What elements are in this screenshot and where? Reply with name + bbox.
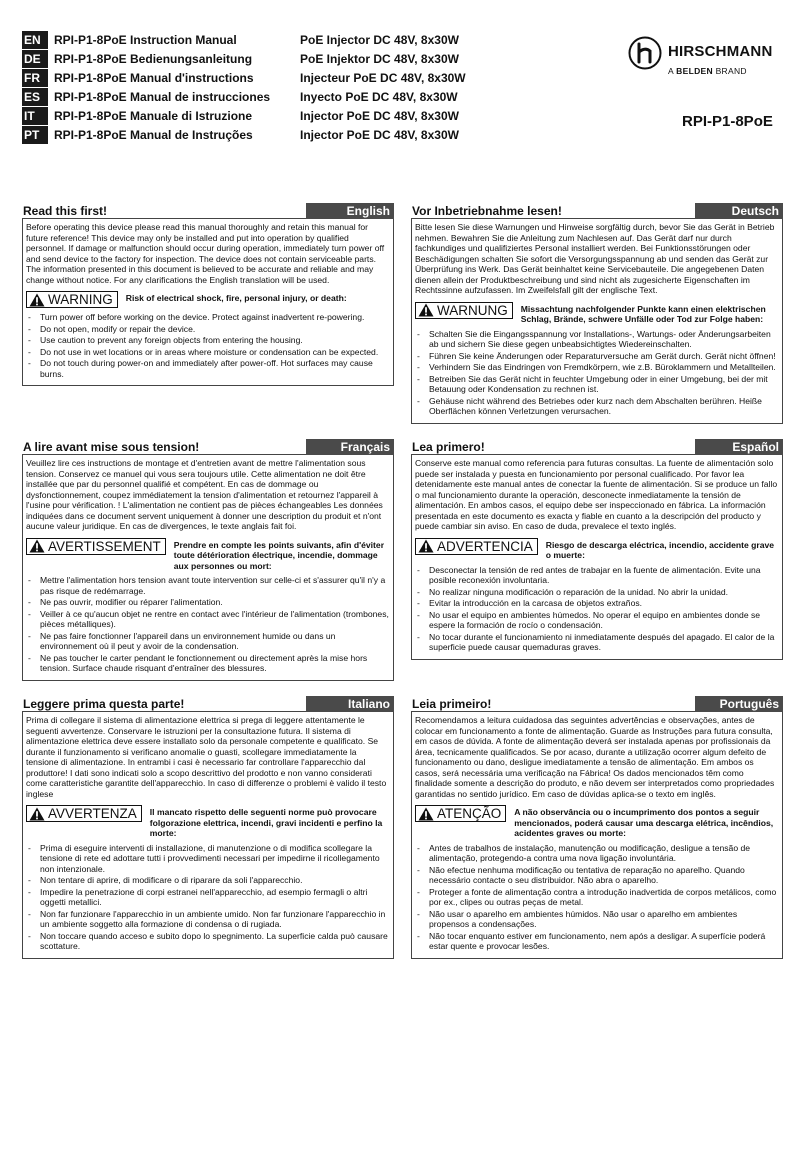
list-item: - Proteger a fonte de alimentação contra a introdução inadvertida de corpos metálicos, como por ex., clipes ou outras peças de metal.: [415, 887, 778, 908]
list-item: - Antes de trabalhos de instalação, manutenção ou modificação, desligue a tensão de alimentação, protegendo-a contra uma nova ligação involuntária.: [415, 843, 778, 864]
intro-paragraph: Before operating this device please read this manual thoroughly and retain this manual for future reference! This device may only be installed and put into operation by qualified personnel. If damage or malfunction should occur during operation, immediately turn power off and send device to the factory for inspection. The device does not contain serviceable parts. The information presented in this document is believed to be accurate and reliable and may change without notice. For any clarifications the English translation will be used.: [26, 222, 385, 285]
section-header: [22, 696, 394, 712]
manual-title: RPI-P1-8PoE Manuale di Istruzione: [54, 109, 253, 123]
section-title: Leia primeiro!: [412, 697, 492, 711]
section-language-tab: Español: [695, 439, 783, 455]
warning-word: WARNING: [48, 292, 113, 307]
product-name: Injecteur PoE DC 48V, 8x30W: [300, 71, 466, 85]
warning-text: Prendre en compte les points suivants, afin d'éviter toute détérioration électrique, incendie, dommage aux personnes ou mort:: [173, 539, 385, 571]
section-body: [22, 712, 394, 959]
section-language-tab: Français: [306, 439, 394, 455]
section-title: Lea primero!: [412, 440, 485, 454]
language-row-it: [22, 107, 466, 125]
intro-paragraph: Prima di collegare il sistema di alimentazione elettrica si prega di leggere attentamente le seguenti avvertenze. Conservare le istruzioni per la consultazione futura. Il sistema di alimentazione elettrica deve essere installato solo da personale competente e qualificato. Se durante il funzionamento si verificano anomalie o guasti, scollegare immediatamente la tensione di alimentazione. In entrambi i casi è necessario far controllare l'apparecchio dal produttore! I dati sono indicati solo a scopo descrittivo del prodotto e non vanno considerati come caratteristiche garantite dell'apparecchio. In caso di differenze o problemi è valido il testo inglese: [26, 715, 387, 799]
language-index: [22, 31, 466, 145]
language-code: IT: [22, 107, 48, 125]
hirschmann-logo-icon: [628, 36, 662, 70]
brand-tagline: A BELDEN BRAND: [668, 66, 747, 76]
product-name: PoE Injector DC 48V, 8x30W: [300, 33, 459, 47]
safety-list: [415, 329, 778, 417]
warning-text: Il mancato rispetto delle seguenti norme può provocare folgorazione elettrica, incendi, gravi incidenti e perfino la morte:: [149, 807, 383, 838]
section-header: [411, 439, 783, 455]
list-item: - Betreiben Sie das Gerät nicht in feuchter Umgebung oder in einer Umgebung, bei der mit Betauung oder Kondensation zu rechnen ist.: [415, 374, 778, 395]
safety-list: [415, 843, 778, 952]
warning-word: ADVERTENCIA: [437, 538, 533, 554]
list-item: - Evitar la introducción en la carcasa de objetos extraños.: [415, 598, 778, 609]
warning-badge: [415, 538, 538, 555]
section-header: [22, 439, 394, 455]
warning-triangle-icon: [418, 303, 434, 317]
warning-badge: [415, 805, 506, 822]
list-item: - Gehäuse nicht während des Betriebes oder kurz nach dem Abschalten berühren. Heiße Oberflächen können Verletzungen verursachen.: [415, 396, 778, 417]
language-code: FR: [22, 69, 48, 87]
warning-text: A não observância ou o incumprimento dos pontos a seguir mencionados, poderá causar uma descarga elétrica, incêndios, acidentes graves ou morte:: [514, 807, 774, 838]
language-row-pt: [22, 126, 466, 144]
list-item: - Use caution to prevent any foreign objects from entering the housing.: [26, 335, 389, 346]
list-item: - Non tentare di aprire, di modificare o di riparare da soli l'apparecchio.: [26, 875, 389, 886]
warning-triangle-icon: [29, 539, 45, 553]
warning-triangle-icon: [29, 807, 45, 821]
warning-triangle-icon: [418, 807, 434, 821]
warning-badge: [26, 291, 118, 308]
section-english: [22, 203, 394, 386]
language-row-de: [22, 50, 466, 68]
section-francais: [22, 439, 394, 681]
list-item: - Mettre l'alimentation hors tension avant toute intervention sur celle-ci et s'assurer qu'il n'y a pas risque de redémarrage.: [26, 575, 389, 596]
warning-row: [415, 805, 778, 839]
section-language-tab: Português: [695, 696, 783, 712]
list-item: - Prima di eseguire interventi di installazione, di manutenzione o di modifica scollegare la tensione di rete ed adottare tutti i provvedimenti necessari per impedirne il ricollegamento non intenzionale.: [26, 843, 389, 875]
list-item: - Do not use in wet locations or in areas where moisture or condensation can be expected.: [26, 347, 389, 358]
brand-name: HIRSCHMANN: [668, 43, 773, 60]
language-code: PT: [22, 126, 48, 144]
warning-row: [26, 805, 389, 839]
model-number: RPI-P1-8PoE: [682, 113, 773, 130]
language-code: EN: [22, 31, 48, 49]
list-item: - Do not touch during power-on and immediately after power-off. Hot surfaces may cause burns.: [26, 358, 389, 379]
manual-title: RPI-P1-8PoE Instruction Manual: [54, 33, 237, 47]
product-name: Injector PoE DC 48V, 8x30W: [300, 109, 459, 123]
warning-badge: [415, 302, 513, 319]
warning-text: Missachtung nachfolgender Punkte kann einen elektrischen Schlag, Brände, schwere Unfälle oder Tod zur Folge haben:: [520, 303, 766, 324]
warning-row: [26, 291, 389, 308]
product-name: PoE Injektor DC 48V, 8x30W: [300, 52, 459, 66]
list-item: - Non far funzionare l'apparecchio in un ambiente umido. Non far funzionare l'apparecchio in un ambiente soggetto alla formazione di condensa o di rugiada.: [26, 909, 389, 930]
list-item: - Desconectar la tensión de red antes de trabajar en la fuente de alimentación. Evite una posible reconexión involuntaria.: [415, 565, 778, 586]
list-item: - No realizar ninguna modificación o reparación de la unidad. No abrir la unidad.: [415, 587, 778, 598]
safety-list: [26, 575, 389, 674]
intro-paragraph: Bitte lesen Sie diese Warnungen und Hinweise sorgfältig durch, bevor Sie das Gerät in Betrieb nehmen. Bewahren Sie die Anleitung zum Nachlesen auf. Das Gerät darf nur durch fachkundiges und qualifiziertes Personal installiert werden. Bei Funktionsstörungen oder Beschädigungen schalten Sie sofort die Versorgungsspannung ab und senden das Gerät zur Überprüfung ins Werk. Das Gerät beinhaltet keine Servicebauteile. Die angegebenen Daten dienen allein der Produktbeschreibung und sind nicht als zugesicherte Eigenschaften im Rechtssinne aufzufassen. Im Zweifelsfall gilt der englische Text.: [415, 222, 775, 295]
section-language-tab: Italiano: [306, 696, 394, 712]
brand-block: [628, 36, 798, 80]
section-body: [411, 455, 783, 660]
language-row-fr: [22, 69, 466, 87]
warning-word: AVERTISSEMENT: [48, 538, 161, 554]
warning-row: [26, 538, 389, 572]
warning-text: Risk of electrical shock, fire, personal injury, or death:: [125, 293, 347, 303]
list-item: - No usar el equipo en ambientes húmedos. No operar el equipo en ambientes donde se espere la formación de rocío o condensación.: [415, 610, 778, 631]
product-name: Injector PoE DC 48V, 8x30W: [300, 128, 459, 142]
list-item: - Non toccare quando acceso e subito dopo lo spegnimento. La superficie calda può causare scottature.: [26, 931, 389, 952]
language-row-es: [22, 88, 466, 106]
warning-badge: [26, 538, 166, 555]
section-language-tab: Deutsch: [695, 203, 783, 219]
product-name: Inyecto PoE DC 48V, 8x30W: [300, 90, 458, 104]
language-code: ES: [22, 88, 48, 106]
manual-title: RPI-P1-8PoE Manual d'instructions: [54, 71, 254, 85]
list-item: - Ne pas ouvrir, modifier ou réparer l'alimentation.: [26, 597, 389, 608]
list-item: - Do not open, modify or repair the device.: [26, 324, 389, 335]
section-header: [22, 203, 394, 219]
warning-word: AVVERTENZA: [48, 806, 137, 821]
warning-triangle-icon: [418, 539, 434, 553]
section-italiano: [22, 696, 394, 959]
intro-paragraph: Conserve este manual como referencia para futuras consultas. La fuente de alimentación solo puede ser instalada y puesta en funcionamiento por personal cualificado. Por favor lea detenidamente este manual antes de conectar la fuente de alimentación. Si se produce un fallo o mal funcionamiento durante la operación, desconecte inmediatamente la tensión de alimentación. En ambos casos, el equipo debe ser inspeccionado en fábrica. La información presentada en este documento es exacta y fiable en cuanto a la descripción del producto y puede cambiar sin aviso. En caso de duda, prevalece el texto inglés.: [415, 458, 778, 531]
language-row-en: [22, 31, 466, 49]
manual-title: RPI-P1-8PoE Manual de Instruções: [54, 128, 253, 142]
warning-triangle-icon: [29, 293, 45, 307]
section-portugues: [411, 696, 783, 959]
intro-paragraph: Recomendamos a leitura cuidadosa das seguintes advertências e observações, antes de colocar em funcionamento a fonte de alimentação. Guarde as Instruções para futura consulta, em casos de dúvida. A fonte de alimentação deverá ser instalada apenas por profissionais da área, tecnicamente qualificados. Se por acaso, durante a utilização ocorrer algum defeito de funcionamento ou dano, desligue imediatamente a tensão de alimentação. Em ambos os casos, será necessária uma verificação na Fábrica! Os dados mencionados têm como finalidade somente a descrição do produto, e não devem ser interpretados como propriedades garantidas no sentido jurídico. Em caso de dúvidas aplica-se o texto em inglês.: [415, 715, 775, 799]
manual-title: RPI-P1-8PoE Manual de instrucciones: [54, 90, 271, 104]
section-body: [411, 219, 783, 424]
warning-word: ATENÇÃO: [437, 806, 502, 821]
list-item: - No tocar durante el funcionamiento ni inmediatamente después del apagado. El calor de la superficie puede causar quemaduras graves.: [415, 632, 778, 653]
warning-row: [415, 302, 778, 325]
safety-list: [415, 565, 778, 653]
language-code: DE: [22, 50, 48, 68]
section-body: [22, 455, 394, 681]
manual-title: RPI-P1-8PoE Bedienungsanleitung: [54, 52, 253, 66]
warning-badge: [26, 805, 142, 822]
section-body: [411, 712, 783, 959]
section-body: [22, 219, 394, 386]
safety-list: [26, 843, 389, 952]
warning-word: WARNUNG: [437, 302, 508, 318]
section-title: Leggere prima questa parte!: [23, 697, 185, 711]
list-item: - Não efectue nenhuma modificação ou tentativa de reparação no aparelho. Quando necessário contacte o seu distribuidor. Não abra o aparelho.: [415, 865, 778, 886]
list-item: - Turn power off before working on the device. Protect against inadvertent re-powering.: [26, 312, 389, 323]
list-item: - Impedire la penetrazione di corpi estranei nell'apparecchio, ad esempio fermagli o altri oggetti metallici.: [26, 887, 389, 908]
section-title: Read this first!: [23, 204, 108, 218]
section-title: A lire avant mise sous tension!: [23, 440, 200, 454]
section-header: [411, 203, 783, 219]
list-item: - Führen Sie keine Änderungen oder Reparaturversuche am Gerät durch. Gerät nicht öffnen!: [415, 351, 778, 362]
section-header: [411, 696, 783, 712]
section-deutsch: [411, 203, 783, 424]
list-item: - Não tocar enquanto estiver em funcionamento, nem após a desligar. A superfície poderá estar quente e provocar lesões.: [415, 931, 778, 952]
list-item: - Veiller à ce qu'aucun objet ne rentre en contact avec l'intérieur de l'alimentation (trombones, pièces métalliques).: [26, 609, 389, 630]
warning-text: Riesgo de descarga eléctrica, incendio, accidente grave o muerte:: [545, 539, 775, 560]
list-item: - Ne pas faire fonctionner l'appareil dans un environnement humide ou dans un environnement où il peut y avoir de la condensation.: [26, 631, 389, 652]
list-item: - Não usar o aparelho em ambientes húmidos. Não usar o aparelho em ambientes propensos a condensações.: [415, 909, 778, 930]
section-espanol: [411, 439, 783, 660]
safety-list: [26, 312, 389, 379]
intro-paragraph: Veuillez lire ces instructions de montage et d'entretien avant de mettre l'alimentation sous tension. Conservez ce manuel qui vous sera toujours utile. Cette alimentation ne doit être installée que par du personnel qualifié et compétent. En cas de dommage ou dysfonctionnement, coupez immédiatement la tension d'alimentation et retournez l'appareil à l'usine pour vérification. ! L'alimentation ne contient pas de pièces échangeables Les données indiquées dans ce document servent uniquement à donner une description du produit et n'ont aucune valeur juridique. En cas de divergences, le texte anglais fait foi.: [26, 458, 383, 531]
section-language-tab: English: [306, 203, 394, 219]
list-item: - Schalten Sie die Eingangsspannung vor Installations-, Wartungs- oder Änderungsarbeiten ab und sichern Sie diese gegen unbeabsichtigtes Wiedereinschalten.: [415, 329, 778, 350]
list-item: - Ne pas toucher le carter pendant le fonctionnement ou directement après la mise hors tension. Surface chaude risquant d'entraîner des blessures.: [26, 653, 389, 674]
section-title: Vor Inbetriebnahme lesen!: [412, 204, 562, 218]
warning-row: [415, 538, 778, 561]
list-item: - Verhindern Sie das Eindringen von Fremdkörpern, wie z.B. Büroklammern und Metallteilen.: [415, 362, 778, 373]
